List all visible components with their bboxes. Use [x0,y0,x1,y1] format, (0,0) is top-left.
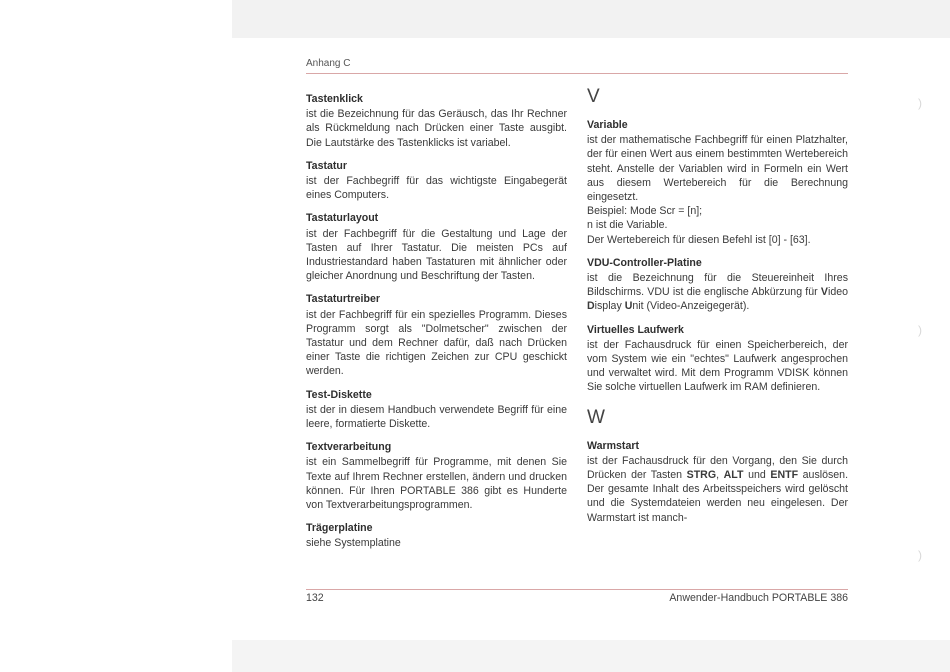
scan-margin-mark: ) [918,96,922,110]
entry-definition: ist ein Sammelbegriff für Programme, mit denen Sie Texte auf Ihrem Rechner erstellen, ändern und drucken können. Für Ihren PORTABLE 386 gibt es Hunderte von Textverarbeitungsprogrammen. [306,456,567,512]
entry-range-note: Der Wertebereich für diesen Befehl ist [0] - [63]. [587,233,811,246]
running-head: Anhang C [306,58,351,69]
right-column [587,86,848,534]
glossary-entry-textverarbeitung [306,440,567,512]
entry-term: Tastaturtreiber [306,293,380,306]
glossary-entry-tastatur [306,159,567,203]
entry-term: Variable [587,119,628,131]
glossary-entry-traegerplatine [306,521,567,550]
key-entf: ENTF [770,469,799,482]
entry-definition [587,454,848,525]
definition-text: ist die Bezeichnung für die Steuereinheit Ihres Bildschirms. VDU ist die englische Abkürzung für [587,272,848,299]
entry-definition: siehe Systemplatine [306,537,401,550]
glossary-entry-virtuelles-laufwerk [587,323,848,395]
glossary-entry-tastaturlayout [306,211,567,283]
entry-term: Trägerplatine [306,522,373,535]
section-letter-w: W [587,406,605,428]
glossary-entry-tastenklick [306,92,567,150]
page-number: 132 [306,592,324,604]
entry-example: Beispiel: Mode Scr = [n]; [587,205,703,218]
entry-term: VDU-Controller-Platine [587,256,702,269]
glossary-entry-warmstart [587,439,848,525]
entry-definition: ist der Fachbegriff für ein spezielles Programm. Dieses Programm sorgt als "Dolmetscher" zwischen der Tastatur und dem Rechner dafür, daß nach Drücken einer Taste die richtigen Zeichen zur CPU geschickt werden. [306,308,567,378]
definition-text: nit (Video-Anzeigegerät). [632,300,750,313]
left-column [306,92,567,560]
entry-term: Tastatur [306,159,348,172]
definition-text: ist der Fachausdruck für den Vorgang, den Sie durch Drücken der Tasten [587,454,848,482]
glossary-entry-variable [587,118,848,247]
key-strg: STRG [686,469,717,482]
key-alt: ALT [723,469,744,482]
entry-definition: ist der Fachbegriff für die Gestaltung und Lage der Tasten auf Ihrer Tastatur. Die meisten PCs auf Industriestandard haben Tastaturen mit ähnlicher oder gleicher Anordnung und Beschriftung der Tasten. [306,227,567,283]
entry-definition: ist der mathematische Fachbegriff für einen Platzhalter, der für einen Wert aus einem bestimmten Wertebereich steht. Anstelle der Variablen wird in Formeln ein Wert aus diesem Wertebereich für die Berechnung eingesetzt. [587,134,848,204]
glossary-entry-vdu-controller [587,256,848,314]
entry-example-note: n ist die Variable. [587,219,668,232]
entry-term: Virtuelles Laufwerk [587,323,684,336]
entry-term: Textverarbeitung [306,441,392,454]
entry-definition: ist der Fachausdruck für einen Speicherbereich, der vom System wie ein "echtes" Laufwerk angesprochen und verwaltet wird. Mit dem Programm VDISK können Sie solche virtuellen Laufwerk im RAM definieren. [587,338,848,394]
definition-text: auslösen. Der gesamte Inhalt des Arbeitsspeichers wird gelöscht und die Systemdateien werden neu eingelesen. Der Warmstart ist manch- [587,469,849,524]
acronym-letter-d: D [587,300,595,313]
separator: , [716,469,724,482]
scan-bottom-edge [232,640,950,672]
acronym-letter-u: U [624,300,633,313]
entry-term: Tastaturlayout [306,212,379,225]
scan-margin [0,0,232,672]
acronym-letter-v: V [820,286,828,299]
entry-term: Warmstart [587,439,640,452]
entry-definition: ist der Fachbegriff für das wichtigste Eingabegerät eines Computers. [306,175,567,202]
definition-text: isplay [594,300,625,313]
footer-rule [306,589,848,590]
header-rule [306,73,848,74]
glossary-entry-tastaturtreiber [306,292,567,378]
entry-term: Tastenklick [306,93,363,105]
entry-definition: ist der in diesem Handbuch verwendete Begriff für eine leere, formatierte Diskette. [306,403,567,431]
scan-top-edge [232,0,950,38]
definition-text: ideo [827,286,848,299]
glossary-entry-test-diskette [306,388,567,432]
footer-title: Anwender-Handbuch PORTABLE 386 [669,592,848,604]
entry-definition [587,271,848,314]
entry-definition: ist die Bezeichnung für das Geräusch, das Ihr Rechner als Rückmeldung nach Drücken einer Taste ausgibt. Die Lautstärke des Tastenklicks ist variabel. [306,108,567,149]
scan-margin-mark: ) [918,548,922,562]
conjunction: und [743,469,771,482]
scan-margin-mark: ) [918,323,922,337]
entry-term: Test-Diskette [306,388,372,401]
section-letter-v: V [587,86,600,107]
